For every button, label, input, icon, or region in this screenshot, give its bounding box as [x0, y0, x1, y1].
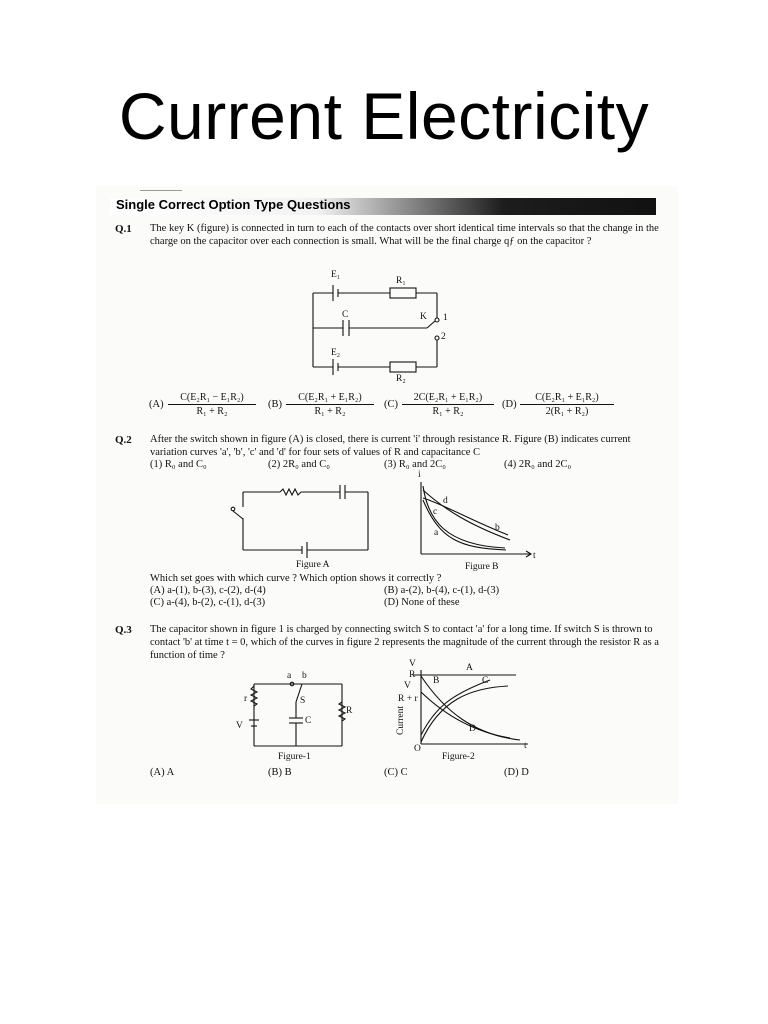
q2-curve-d: d	[443, 496, 448, 506]
q1-number: Q.1	[115, 223, 132, 235]
q2-option-c: (C) a-(4), b-(2), c-(1), d-(3)	[150, 597, 266, 608]
q1-label-contact2: 2	[441, 332, 446, 342]
q3-fig1-label-c: C	[305, 716, 312, 726]
q2-figure-b-caption: Figure B	[465, 562, 499, 572]
q3-fig2-origin: O	[414, 744, 421, 754]
q1-option-a-denominator: R₁ + R₂	[196, 406, 228, 417]
q1-option-d-numerator: C(E₂R₁ + E₁R₂)	[520, 392, 614, 405]
q1-label-r2: R₂	[396, 374, 406, 384]
q3-fig2-v1-top: V	[409, 659, 416, 669]
q1-option-b-letter: (B)	[268, 399, 282, 410]
q3-fig2-yaxis: Current	[396, 705, 406, 735]
q3-figure1-caption: Figure-1	[278, 752, 311, 762]
q3-fig1-label-resistor: R	[346, 706, 353, 716]
q1-option-c-numerator: 2C(E₂R₁ + E₁R₂)	[402, 392, 494, 405]
q2-curve-b: b	[495, 523, 500, 533]
q2-set-1: (1) R₀ and C₀	[150, 459, 207, 470]
q1-option-b-numerator: C(E₂R₁ + E₁R₂)	[286, 392, 374, 405]
q2-figure-b-yaxis: i	[418, 470, 421, 480]
q1-label-k: K	[420, 312, 427, 322]
q1-label-r1: R₁	[396, 276, 406, 286]
q2-figure-b-xaxis: t	[533, 551, 536, 561]
q3-fig2-curve-a: A	[466, 663, 473, 673]
q2-figure-a-caption: Figure A	[296, 560, 330, 570]
q1-label-c: C	[342, 310, 349, 320]
q2-number: Q.2	[115, 434, 132, 446]
q1-option-d-denominator: 2(R₁ + R₂)	[545, 406, 589, 417]
q2-option-a: (A) a-(1), b-(3), c-(2), d-(4)	[150, 585, 266, 596]
q1-text: The key K (figure) is connected in turn to each of the contacts over short identical time intervals so that the change in the charge on the capacitor over each connection is small. What will be the final charge qƒ on the capacitor ?	[150, 223, 659, 247]
q1-label-e1: E₁	[331, 270, 341, 280]
q3-fig1-label-a: a	[287, 671, 292, 681]
q3-number: Q.3	[115, 624, 132, 636]
q3-fig1-label-s: S	[300, 696, 306, 706]
q3-fig2-xaxis: t	[524, 741, 527, 751]
q3-fig1-label-v: V	[236, 721, 243, 731]
q2-curve-c: c	[433, 507, 438, 517]
q3-fig2-v2-top: V	[404, 681, 411, 691]
q1-option-a-numerator: C(E₂R₁ − E₁R₂)	[168, 392, 256, 405]
q1-option-a-letter: (A)	[149, 399, 164, 410]
q2-text: After the switch shown in figure (A) is closed, there is current 'i' through resistance R. Figure (B) indicates current variation curves 'a', 'b', 'c' and 'd' for four sets of values of R and capacitance C	[150, 434, 631, 458]
q3-fig2-v2-bot: R + r	[398, 694, 418, 704]
q2-option-b: (B) a-(2), b-(4), c-(1), d-(3)	[384, 585, 500, 596]
q1-option-b-denominator: R₁ + R₂	[314, 406, 346, 417]
q3-fig2-curve-d: D	[469, 724, 476, 734]
q2-set-3: (3) R₀ and 2C₀	[384, 459, 446, 470]
q3-option-d: (D) D	[504, 767, 529, 778]
q1-option-c-denominator: R₁ + R₂	[432, 406, 464, 417]
page-title: Current Electricity	[118, 79, 650, 153]
q1-label-contact1: 1	[443, 313, 448, 323]
q3-fig1-label-r: r	[244, 694, 248, 704]
q3-text: The capacitor shown in figure 1 is charged by connecting switch S to contact 'a' for a long time. If switch S is thrown to contact 'b' at time t = 0, which of the curves in figure 2 represents the magnitude of the current through the resistor R as a function of time ?	[150, 624, 659, 661]
q3-fig2-v1-bot: R	[409, 670, 416, 680]
q3-fig2-curve-b: B	[433, 676, 440, 686]
q2-question: Which set goes with which curve ? Which option shows it correctly ?	[150, 573, 442, 584]
q2-curve-a: a	[434, 528, 439, 538]
q3-option-c: (C) C	[384, 767, 408, 778]
q3-figure2-caption: Figure-2	[442, 752, 475, 762]
q2-option-d: (D) None of these	[384, 597, 460, 608]
q3-option-a: (A) A	[150, 767, 175, 778]
section-heading: Single Correct Option Type Questions	[116, 197, 351, 212]
q3-fig1-label-b: b	[302, 671, 307, 681]
q3-option-b: (B) B	[268, 767, 292, 778]
q1-option-c-letter: (C)	[384, 399, 398, 410]
q1-option-d-letter: (D)	[502, 399, 517, 410]
q3-fig2-curve-c: C	[482, 676, 489, 686]
q2-set-2: (2) 2R₀ and C₀	[268, 459, 330, 470]
q1-label-e2: E₂	[331, 348, 341, 358]
q2-set-4: (4) 2R₀ and 2C₀	[504, 459, 572, 470]
